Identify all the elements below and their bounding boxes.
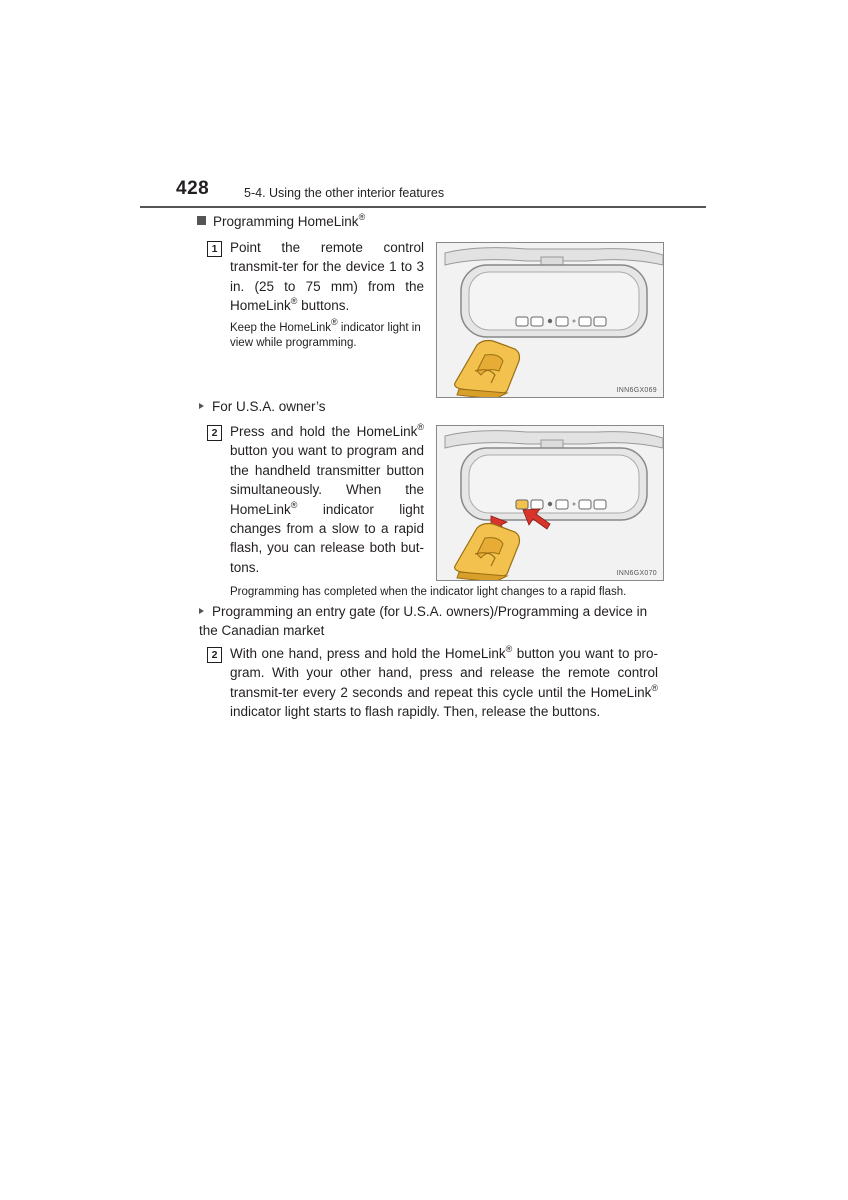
section-heading [197, 214, 365, 229]
step2b-instruction [230, 644, 658, 722]
heading-title: Programming HomeLink [213, 214, 359, 229]
step2-instruction [230, 422, 424, 577]
section-title: 5-4. Using the other interior features [244, 186, 445, 200]
step-number-box: 2 [207, 647, 222, 663]
registered-mark: ® [290, 499, 298, 510]
step1-text-b: buttons. [297, 298, 350, 314]
bullet-entry-gate [199, 602, 661, 641]
step-number-box: 2 [207, 425, 222, 441]
step2b-text-a: With one hand, press and hold the HomeLink [230, 646, 506, 661]
bullet-gate-text: Programming an entry gate (for U.S.A. owners)/Programming a device in the Canadian market [199, 604, 648, 639]
step2b-text-c: indicator light starts to flash rapidly. Then, release the buttons. [230, 704, 601, 720]
step1-note [230, 317, 426, 351]
step-number-box: 1 [207, 241, 222, 257]
step2-text-c: indicator light changes from a slow to a rapid flash, you can release both but-tons. [230, 501, 424, 575]
page-number: 428 [176, 178, 210, 199]
square-bullet-icon [197, 216, 206, 225]
triangle-bullet-icon [199, 608, 204, 614]
step1-text-a: Point the remote control transmit-ter for the device 1 to 3 in. (25 to 75 mm) from the HomeLink [230, 240, 424, 314]
step1-note-b: indicator light in view while programming. [230, 322, 421, 349]
rearview-mirror-illustration [437, 243, 663, 397]
registered-mark: ® [358, 212, 366, 222]
registered-mark: ® [651, 682, 658, 693]
registered-mark: ® [331, 317, 338, 327]
mirror-figure-2 [436, 425, 664, 581]
header-divider [140, 206, 706, 208]
step2-text-a: Press and hold the HomeLink [230, 424, 418, 439]
registered-mark: ® [290, 296, 298, 307]
step2b-text-b: button you want to pro-gram. With your other hand, press and release the remote control transmit-ter every 2 seconds and repeat this cycle until the HomeLink [230, 646, 658, 700]
transmitter-shape [455, 341, 520, 398]
figure-code: INN6GX069 [616, 387, 657, 394]
bullet-usa-text: For U.S.A. owner’s [212, 399, 326, 414]
mirror-figure-1 [436, 242, 664, 398]
step2-note: Programming has completed when the indicator light changes to a rapid flash. [230, 586, 627, 598]
step1-note-a: Keep the HomeLink [230, 322, 332, 334]
registered-mark: ® [505, 644, 513, 654]
registered-mark: ® [417, 422, 424, 432]
transmitter-shape [455, 524, 520, 581]
step2-text-b: button you want to program and the handheld transmitter button simultaneously. When the HomeLink [230, 443, 424, 517]
figure-code: INN6GX070 [616, 570, 657, 577]
step1-instruction [230, 238, 424, 316]
triangle-bullet-icon [199, 403, 204, 409]
bullet-usa-owners [199, 397, 326, 416]
rearview-mirror-illustration [437, 426, 663, 580]
